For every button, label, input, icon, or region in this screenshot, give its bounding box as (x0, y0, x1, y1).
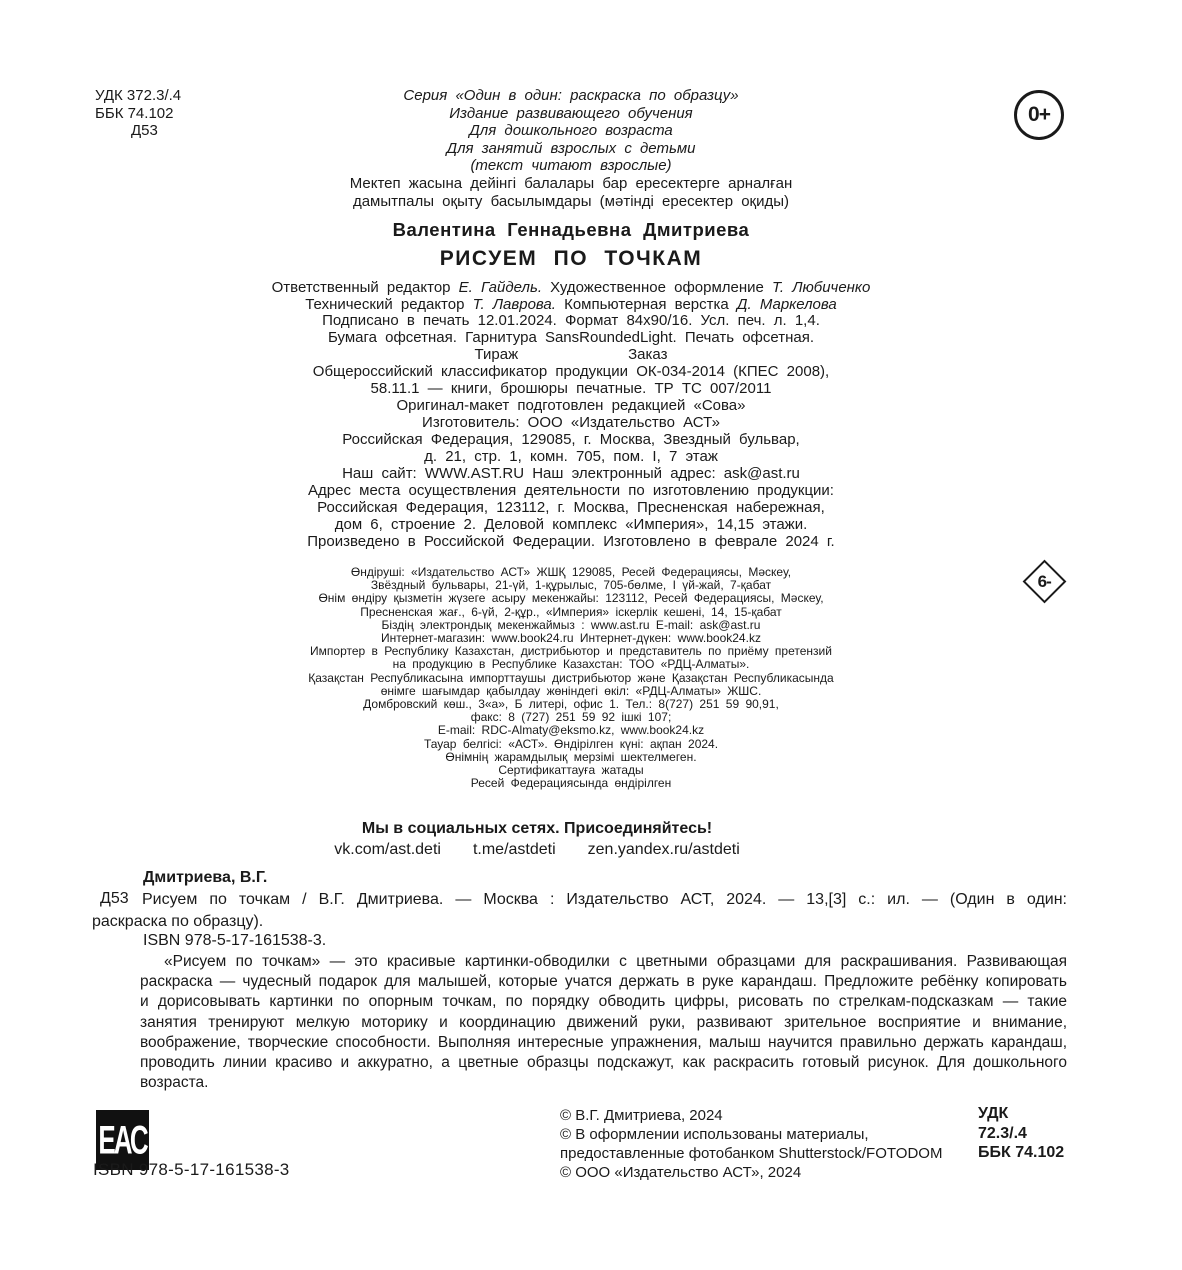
text-line: Серия «Один в один: раскраска по образцу» (403, 87, 739, 104)
isbn-footer: ISBN 978-5-17-161538-3 (93, 1160, 290, 1179)
editor-name: Т. Любиченко (772, 279, 871, 296)
order-label: Заказ (628, 346, 668, 363)
editor-role-label: Технический редактор (305, 296, 473, 313)
print-info-block (0, 312, 1142, 346)
annotation-paragraph: «Рисуем по точкам» — это красивые картинки-обводилки с цветными образцами для раскрашивания. Развивающая раскраска — чудесный подарок для малышей, которые учатся держать в руке карандаш. Предложите ребёнку копировать и дорисовывать картинки по опорным точкам, по порядку обводить цифры, рисовать по стрелкам-подсказкам — такие занятия тренируют мелкую моторику и координацию движений руки, развивают зрительное восприятие и внимание, воображение, творческие способности. Выполняя интересные упражнения, малыш научится правильно держать карандаш, проводить линии красиво и аккуратно, а цветные образцы подскажут, как раскрасить готовый рисунок. Для дошкольного возраста. (140, 953, 1067, 1092)
editor-role-label: Художественное оформление (542, 279, 773, 296)
author-name: Валентина Геннадьевна Дмитриева (392, 219, 750, 240)
text-line: Ресей Федерациясында өндірілген (470, 776, 672, 791)
card-code: Д53 (100, 890, 129, 907)
print-run-row (0, 346, 1142, 363)
social-link-zen: zen.yandex.ru/astdeti (587, 841, 740, 858)
text-line: Мектеп жасына дейінгі балалары бар ересектерге арналған (349, 175, 793, 192)
editor-role-label: Ответственный редактор (271, 279, 459, 296)
text-line: Бумага офсетная. Гарнитура SansRoundedLight. Печать офсетная. (327, 329, 815, 346)
card-isbn: ISBN 978-5-17-161538-3. (143, 932, 327, 949)
text-line: УДК (978, 1105, 1009, 1122)
series-kazakh-block (0, 175, 1142, 210)
copyright-block (560, 1106, 942, 1182)
text-line: өнімге шағымдар қабылдау жөніндегі өкіл: «РДЦ-Алматы» ЖШС. (380, 683, 762, 698)
editor-name: Т. Лаврова. (472, 296, 556, 313)
card-author: Дмитриева, В.Г. (143, 869, 268, 886)
text-line: ББК 74.102 (978, 1144, 1065, 1161)
text-line: Біздің электрондық мекенжаймыз : www.ast.ru E-mail: ask@ast.ru (381, 617, 761, 632)
text-line: Өнім өндіру қызметін жүзеге асыру мекенжайы: 123112, Ресей Федерациясы, Мәскеу, (318, 591, 824, 606)
text-line: дом 6, строение 2. Деловой комплекс «Империя», 14,15 этажи. (334, 516, 808, 533)
udk-footer-block (978, 1104, 1064, 1163)
text-line: Для дошкольного возраста (469, 122, 673, 139)
editor-name: Е. Гайдель. (458, 279, 543, 296)
text-line: Произведено в Российской Федерации. Изготовлено в феврале 2024 г. (307, 533, 835, 550)
text-line: © В.Г. Дмитриева, 2024 (560, 1107, 723, 1124)
text-line: Өнімнің жарамдылық мерзімі шектелмеген. (445, 749, 697, 764)
udk-code: УДК 372.3/.4 (95, 87, 182, 104)
editors-block (0, 279, 1142, 313)
text-line: д. 21, стр. 1, комн. 705, пом. I, 7 этаж (424, 448, 718, 465)
editors-line (0, 296, 1142, 313)
author-sign-code: Д53 (131, 122, 158, 139)
text-line: Өндіруші: «Издательство АСТ» ЖШҚ 129085, Ресей Федерациясы, Мәскеу, (350, 565, 792, 579)
card-entry-line: Рисуем по точкам / В.Г. Дмитриева. — Москва : Издательство АСТ, 2024. — 13,[3] с.: ил. — (Один в один: (142, 891, 1067, 908)
editors-line (0, 279, 1142, 296)
text-line: E-mail: RDC-Almaty@eksmo.kz, www.book24.kz (437, 723, 705, 738)
text-line: Подписано в печать 12.01.2024. Формат 84х90/16. Усл. печ. л. 1,4. (322, 312, 820, 329)
social-link-telegram: t.me/astdeti (472, 841, 556, 858)
text-line: Оригинал-макет подготовлен редакцией «Сова» (396, 397, 746, 414)
text-line: Общероссийский классификатор продукции ОК-034-2014 (КПЕС 2008), (312, 363, 830, 380)
text-line: Интернет-магазин: www.book24.ru Интернет-дүкен: www.book24.kz (381, 631, 761, 646)
print-run-label: Тираж (474, 346, 519, 363)
text-line: 58.11.1 — книги, брошюры печатные. ТР ТС 007/2011 (370, 380, 772, 397)
text-line: (текст читают взрослые) (470, 157, 672, 174)
text-line: © В оформлении использованы материалы, (560, 1126, 869, 1143)
social-header: Мы в социальных сетях. Присоединяйтесь! (361, 820, 713, 837)
card-entry-turnover: раскраска по образцу). (92, 913, 264, 930)
social-links-row (0, 841, 1074, 859)
publisher-info-block (0, 363, 1142, 550)
text-line: Пресненская жағ., 6-үй, 2-құр., «Империя» іскерлік кешені, 14, 15-қабат (360, 604, 782, 619)
text-line: Звёздный бульвары, 21-үй, 1-құрылыс, 705-бөлме, І үй-жай, 7-қабат (370, 578, 772, 593)
text-line: дамытпалы оқыту басылымдары (мәтінді ересектер оқиды) (352, 192, 790, 210)
text-line: Тауар белгісі: «АСТ». Өндірілген күні: ақпан 2024. (423, 736, 719, 751)
bbk-code: ББК 74.102 (95, 104, 174, 122)
text-line: Издание развивающего обучения (449, 104, 693, 122)
text-line: Изготовитель: ООО «Издательство АСТ» (422, 414, 720, 431)
series-block (0, 87, 1142, 175)
text-line: факс: 8 (727) 251 59 92 ішкі 107; (470, 710, 672, 725)
text-line: © ООО «Издательство АСТ», 2024 (560, 1164, 802, 1181)
text-line: Наш сайт: WWW.AST.RU Наш электронный адрес: ask@ast.ru (342, 465, 800, 482)
social-link-vk: vk.com/ast.deti (334, 841, 441, 858)
eac-mark-label: ЕАС (98, 1115, 147, 1163)
text-line: Сертификаттауға жатады (498, 763, 644, 778)
text-line: Қазақстан Республикасына импорттаушы дистрибьютор және Қазақстан Республикасында (308, 670, 834, 685)
text-line: Российская Федерация, 129085, г. Москва, Звездный бульвар, (342, 431, 800, 448)
text-line: Домбровский көш., 3«а», Б литері, офис 1. Тел.: 8(727) 251 59 90,91, (363, 697, 779, 712)
editor-role-label: Компьютерная верстка (555, 296, 737, 313)
text-line: Для занятий взрослых с детьми (446, 139, 696, 157)
kazakh-imprint-block (0, 566, 1142, 790)
kazakh-age-badge-label: 6- (1037, 571, 1052, 591)
text-line: предоставленные фотобанком Shutterstock/FOTODOM (560, 1145, 943, 1162)
text-line: на продукцию в Республике Казахстан: ТОО «РДЦ-Алматы». (392, 657, 750, 672)
age-rating-badge-icon: 0+ (1014, 90, 1064, 140)
text-line: Адрес места осуществления деятельности по изготовлению продукции: (308, 482, 834, 499)
editor-name: Д. Маркелова (736, 296, 837, 313)
text-line: Импортер в Республику Казахстан, дистрибьютор и представитель по приёму претензий (310, 644, 832, 659)
book-title: РИСУЕМ ПО ТОЧКАМ (439, 247, 703, 270)
text-line: Российская Федерация, 123112, г. Москва, Пресненская набережная, (317, 499, 825, 516)
text-line: 72.3/.4 (978, 1124, 1027, 1142)
